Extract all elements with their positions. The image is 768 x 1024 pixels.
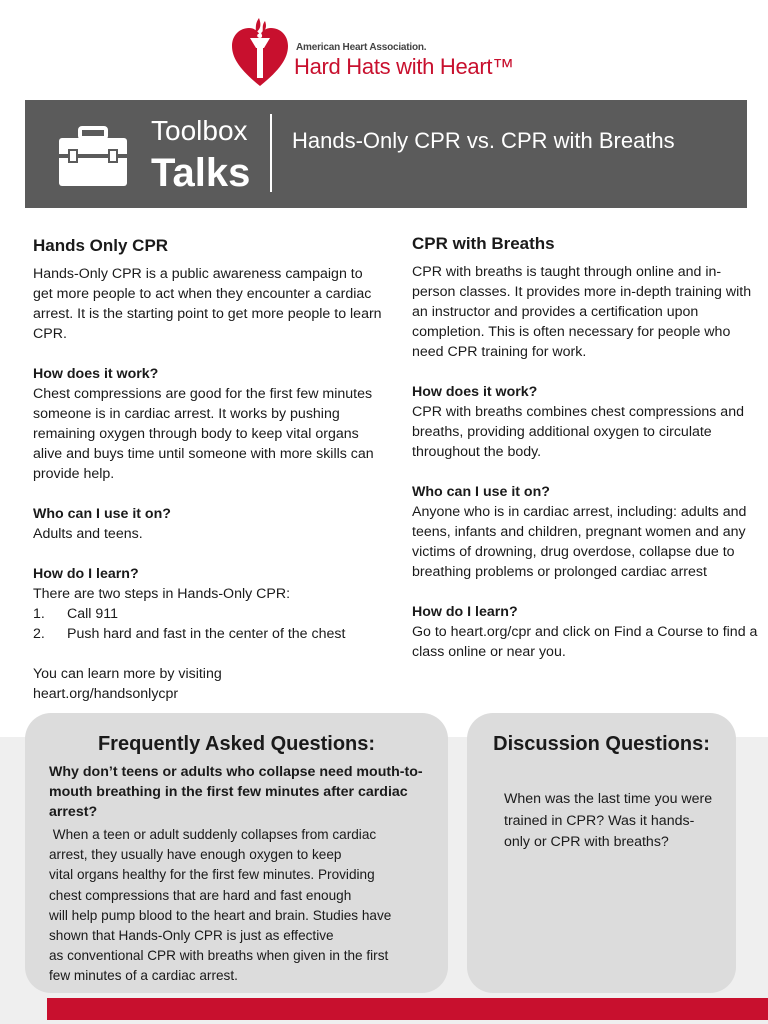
section-intro: Hands-Only CPR is a public awareness campaign to get more people to act when they encounter a cardiac arrest. It is the starting point to get more people to learn CPR. [33, 266, 382, 342]
cpr-breaths-section [412, 233, 764, 662]
aha-logo [230, 16, 550, 88]
faq-question: Why don’t teens or adults who collapse need mouth-to-mouth breathing in the first few minutes after cardiac arrest? [49, 764, 423, 820]
heart-torch-icon [230, 16, 290, 88]
faq-answer-line: will help pump blood to the heart and brain. Studies have [49, 907, 392, 923]
faq-answer-line: shown that Hands-Only CPR is just as effective [49, 928, 334, 944]
program-name: Hard Hats with Heart™ [294, 54, 514, 79]
steps-list [33, 604, 383, 644]
faq-answer-line: few minutes of a cardiac arrest. [49, 968, 238, 984]
faq-answer [49, 825, 435, 987]
section-heading: Hands Only CPR [33, 236, 169, 255]
talks-word: Talks [151, 151, 251, 195]
question-how-it-works: How does it work? [33, 366, 159, 382]
page-title: Hands-Only CPR vs. CPR with Breaths [292, 128, 675, 153]
faq-answer-line: as conventional CPR with breaths when given in the first [49, 948, 389, 964]
faq-box [25, 713, 448, 993]
question-who: Who can I use it on? [33, 506, 171, 522]
banner-divider [270, 114, 272, 192]
list-item [33, 624, 383, 644]
hands-only-section [33, 235, 383, 704]
question-who: Who can I use it on? [412, 484, 550, 500]
answer-who: Anyone who is in cardiac arrest, including: adults and teens, infants and children, pregnant women and any victims of drowning, drug overdose, collapse due to breathing problems or prolonged cardiac arrest [412, 504, 747, 580]
list-item [33, 604, 383, 624]
section-intro: CPR with breaths is taught through online and in-person classes. It provides more in-depth training with an instructor and provides a certification upon completion. This is often necessary for people who need CPR training for work. [412, 264, 752, 360]
discussion-body: When was the last time you were trained in CPR? Was it hands-only or CPR with breaths? [504, 791, 713, 850]
step-number: 2. [33, 626, 45, 642]
learn-more-text: You can learn more by visiting [33, 666, 222, 682]
step-text: Push hard and fast in the center of the chest [67, 626, 346, 642]
toolbox-icon [57, 126, 129, 188]
faq-title: Frequently Asked Questions: [97, 733, 376, 755]
footer-red-bar [47, 998, 768, 1020]
answer-learn: There are two steps in Hands-Only CPR: [33, 586, 291, 602]
faq-answer-line: chest compressions that are hard and fast enough [49, 887, 352, 903]
step-text: Call 911 [67, 606, 118, 622]
question-learn: How do I learn? [412, 604, 518, 620]
faq-answer-line: When a teen or adult suddenly collapses from cardiac [49, 827, 377, 842]
section-heading: CPR with Breaths [412, 234, 555, 253]
org-name: American Heart Association. [296, 42, 427, 53]
answer-how-it-works: Chest compressions are good for the first few minutes someone is in cardiac arrest. It works by pushing remaining oxygen through body to keep vital organs alive and buys time until someone with more skills can provide help. [33, 386, 374, 482]
faq-answer-line: arrest, they usually have enough oxygen to keep [49, 847, 342, 863]
learn-more-link[interactable]: heart.org/handsonlycpr [33, 686, 179, 702]
answer-how-it-works: CPR with breaths combines chest compressions and breaths, providing additional oxygen to circulate throughout the body. [412, 404, 744, 460]
title-banner [25, 100, 747, 208]
step-number: 1. [33, 606, 45, 622]
discussion-title: Discussion Questions: [493, 733, 710, 755]
answer-learn: Go to heart.org/cpr and click on Find a Course to find a class online or near you. [412, 624, 758, 660]
faq-answer-line: vital organs healthy for the first few minutes. Providing [49, 867, 375, 883]
answer-who: Adults and teens. [33, 526, 143, 542]
question-how-it-works: How does it work? [412, 384, 538, 400]
toolbox-word: Toolbox [151, 115, 248, 146]
discussion-box [467, 713, 736, 993]
question-learn: How do I learn? [33, 566, 139, 582]
